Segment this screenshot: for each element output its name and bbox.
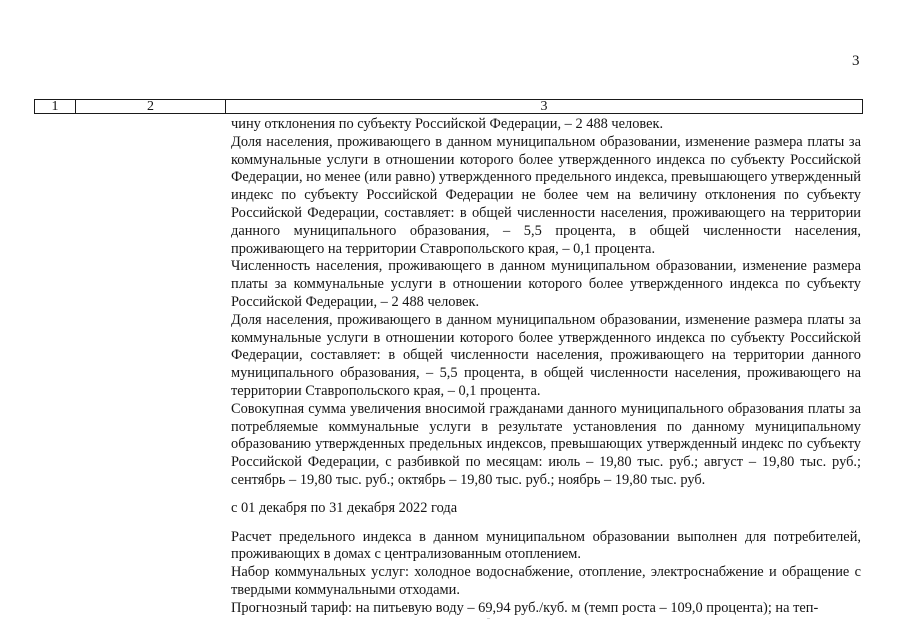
column-header-3: 3: [540, 99, 548, 114]
paragraph-forecast-tariff: Прогнозный тариф: на питьевую воду – 69,94 руб./куб. м (темп роста – 109,0 процента); на теп-: [231, 599, 819, 616]
column-header-1: 1: [35, 100, 76, 113]
paragraph-share-population-limit: Доля населения, проживающего в данном муниципальном образовании, изменение размера платы за коммунальные услуги в отношении которого более утвержденного индекса по субъекту Российской Федерации, но менее (или равно) утвержденного предельного индекса, превышающего утвержденный индекс по субъекту Российской Федерации не более чем на величину отклонения по субъекту Российской Федерации, составляет: в общей численности населения, проживающего на территории данного муниципального образования, – 5,5 процента, в общей численности населения, проживающего на территории Ставропольского края, – 0,1 процента.: [231, 133, 861, 257]
paragraph-share-population: Доля населения, проживающего в данном муниципальном образовании, изменение размера платы за коммунальные услуги в отношении которого более утвержденного индекса по субъекту Российской Федерации, составляет: в общей численности населения, проживающего на территории данного муниципального образования, – 5,5 процента, в общей численности населения, проживающего на территории Ставропольского края, – 0,1 процента.: [231, 311, 861, 399]
paragraph-continuation: чину отклонения по субъекту Российской Федерации, – 2 488 человек.: [231, 116, 664, 132]
paragraph-index-calculation: Расчет предельного индекса в данном муниципальном образовании выполнен для потребителей, проживающих в домах с централизованным отоплением.: [231, 528, 861, 563]
paragraph-services-set: Набор коммунальных услуг: холодное водоснабжение, отопление, электроснабжение и обращение с твердыми коммунальными отходами.: [231, 564, 861, 598]
scan-speck: [487, 618, 490, 619]
document-text-body: [231, 116, 861, 618]
paragraph-total-increase: Совокупная сумма увеличения вносимой гражданами данного муниципального образования платы за потребляемые коммунальные услуги в результате установления по данному муниципальному образованию утвержденных предельных индексов, превышающих утвержденный индекс по субъекту Российской Федерации, с разбивкой по месяцам: июль – 19,80 тыс. руб.; август – 19,80 тыс. руб.; сентябрь – 19,80 тыс. руб.; октябрь – 19,80 тыс. руб.; ноябрь – 19,80 тыс. руб.: [231, 400, 861, 488]
page-number: 3: [852, 53, 860, 69]
paragraph-population-count: Численность населения, проживающего в данном муниципальном образовании, изменение размера платы за коммунальные услуги в отношении которого более утвержденного индекса по субъекту Российской Федерации, – 2 488 человек.: [231, 258, 861, 310]
column-header-table: [34, 99, 863, 114]
section-title-period: с 01 декабря по 31 декабря 2022 года: [231, 499, 458, 516]
column-header-2: 2: [76, 100, 226, 113]
